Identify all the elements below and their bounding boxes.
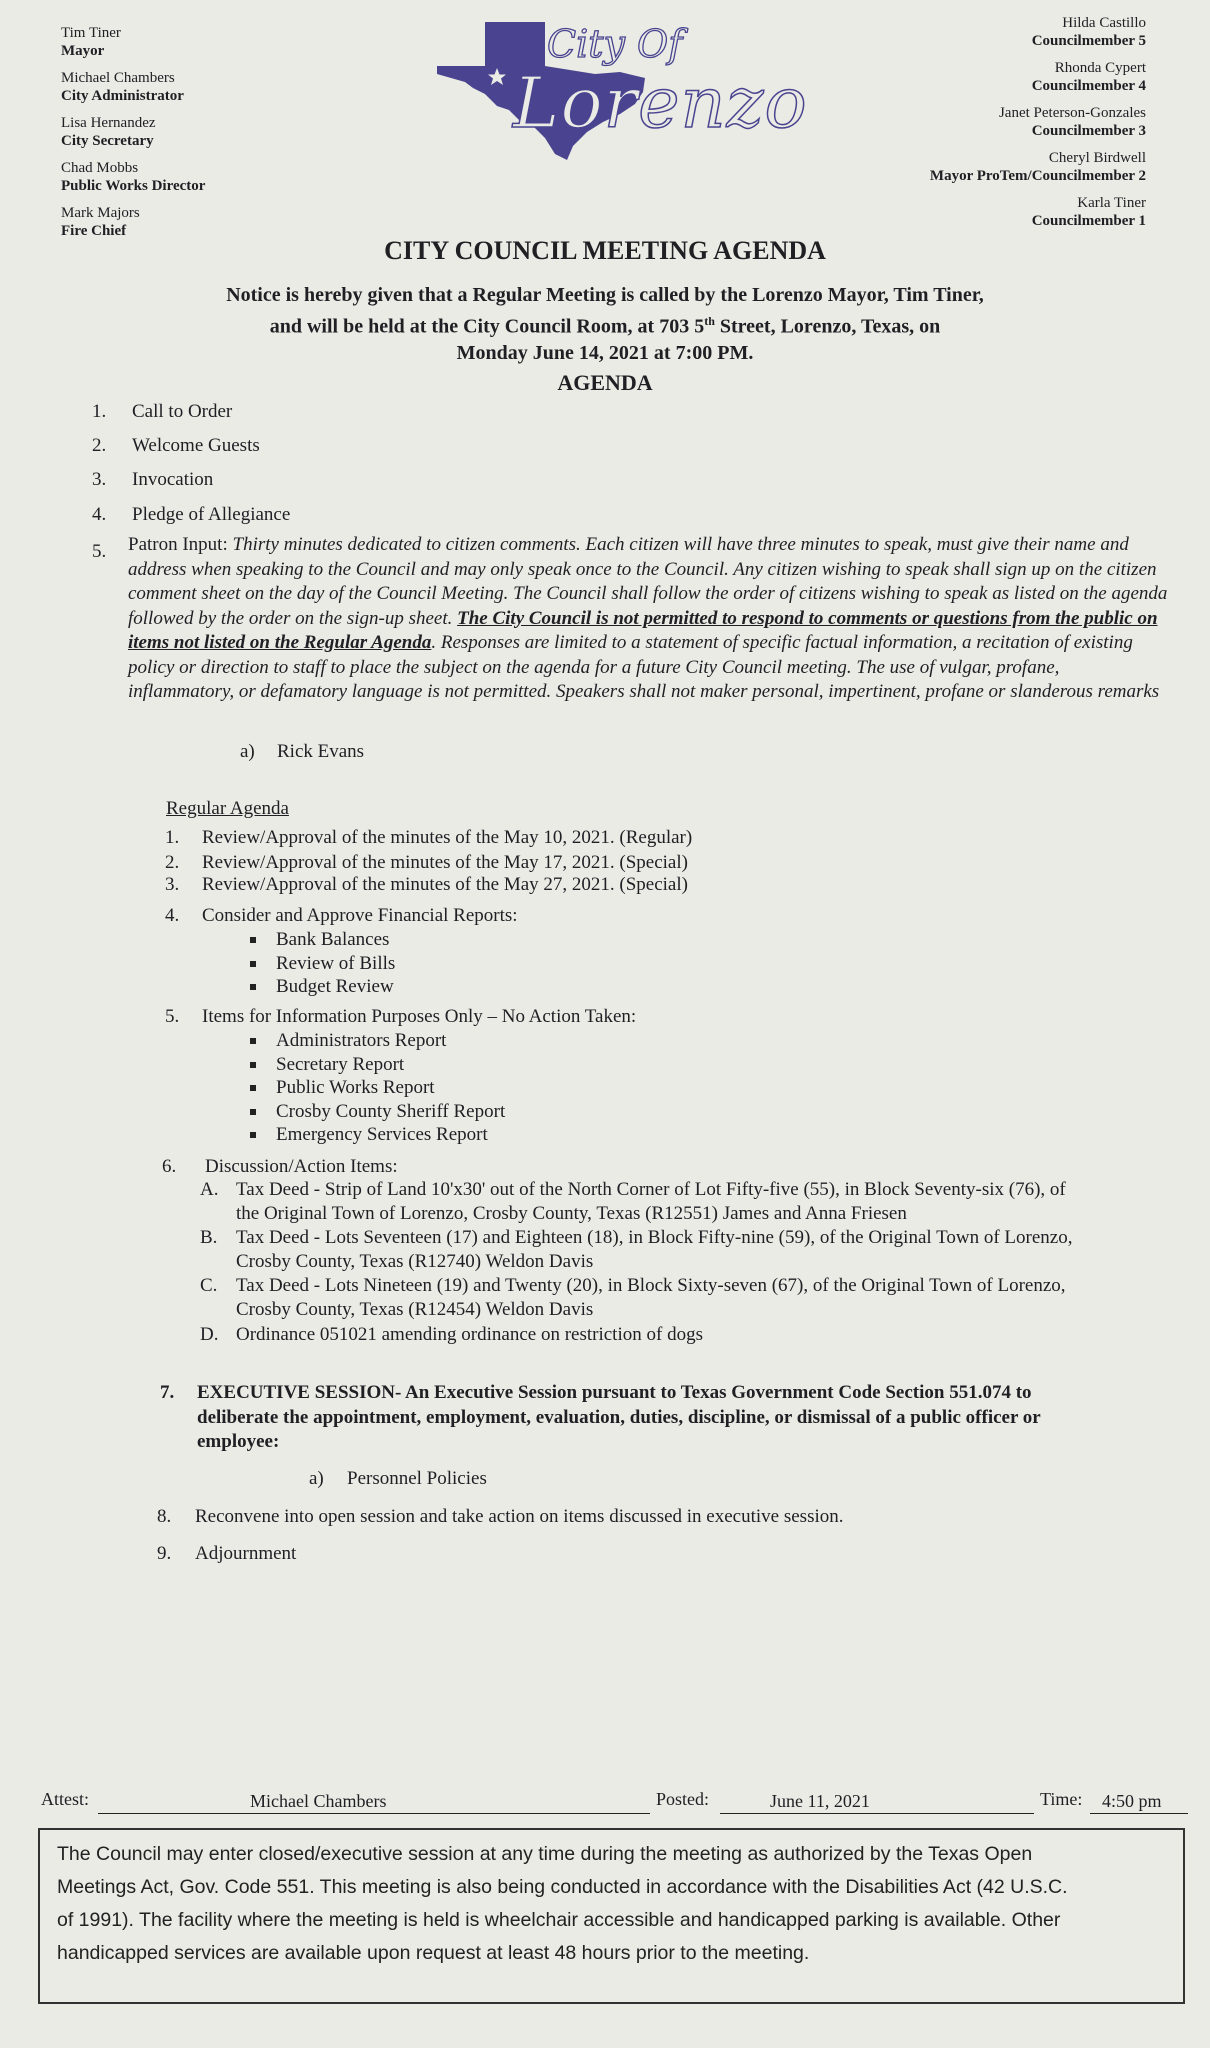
minutes-item: 3. Review/Approval of the minutes of the May 27, 2021. (Special) xyxy=(165,874,688,895)
disclaimer-line: handicapped services are available upon request at least 48 hours prior to the meeting. xyxy=(57,1942,810,1964)
meeting-notice xyxy=(150,282,1060,366)
official-entry xyxy=(61,159,205,195)
discussion-sub-item: A. Tax Deed - Strip of Land 10'x30' out of the North Corner of Lot Fifty-five (55), in Block Seventy-six (76), of the Original Town of Lorenzo, Crosby County, Texas (R12551) James and Anna Friesen xyxy=(200,1179,1066,1224)
agenda-item: 2. Welcome Guests xyxy=(92,435,260,456)
official-role: Councilmember 3 xyxy=(1031,123,1146,139)
official-entry xyxy=(816,14,1146,50)
executive-sub-item: a) Personnel Policies xyxy=(309,1468,487,1489)
official-role: Public Works Director xyxy=(61,178,206,194)
patron-sub-item: a) Rick Evans xyxy=(240,741,365,762)
official-role: Mayor xyxy=(61,43,105,59)
minutes-item: 1. Review/Approval of the minutes of the May 10, 2021. (Regular) xyxy=(165,827,693,848)
information-item: 5. Items for Information Purposes Only – No Action Taken: xyxy=(165,1006,637,1027)
executive-session-number: 7. xyxy=(160,1382,175,1403)
disclaimer-line: of 1991). The facility where the meeting is held is wheelchair accessible and handicapped parking is available. Other xyxy=(57,1909,1061,1931)
discussion-sub-item: B. Tax Deed - Lots Seventeen (17) and Eighteen (18), in Block Fifty-nine (59), of the Original Town of Lorenzo, Crosby County, Texas (R12740) Weldon Davis xyxy=(200,1227,1073,1272)
patron-input-paragraph xyxy=(128,533,1168,705)
posted-label: Posted: xyxy=(656,1789,710,1809)
discussion-item: 6. Discussion/Action Items: xyxy=(162,1156,398,1177)
bullet-item: Emergency Services Report xyxy=(240,1123,505,1147)
official-name: Cheryl Birdwell xyxy=(1048,150,1146,166)
attest-label: Attest: xyxy=(41,1789,89,1809)
attest-value: Michael Chambers xyxy=(250,1791,387,1811)
discussion-sub-item: D. Ordinance 051021 amending ordinance on restriction of dogs xyxy=(200,1324,703,1345)
official-role: Mayor ProTem/Councilmember 2 xyxy=(929,168,1146,184)
regular-agenda-heading: Regular Agenda xyxy=(166,798,289,819)
disclaimer-line: The Council may enter closed/executive session at any time during the meeting as authorized by the Texas Open xyxy=(57,1843,1033,1865)
posted-underline xyxy=(720,1789,1034,1814)
official-entry xyxy=(61,24,205,60)
bullet-item: Public Works Report xyxy=(240,1076,505,1100)
official-name: Janet Peterson-Gonzales xyxy=(998,105,1146,121)
bullet-item: Review of Bills xyxy=(240,952,395,976)
time-label: Time: xyxy=(1040,1789,1083,1809)
patron-label: Patron Input: xyxy=(128,534,233,555)
patron-text-2: . Responses are limited to a statement of specific factual information, a recitation of existing policy or direction to staff to place the subject on the agenda for a future City Council meeting. The use of vulgar, profane, inflammatory, or defamatory language is not permitted. Speakers shall not maker personal, impertinent, profane or slanderous remarks xyxy=(128,632,1160,702)
left-officials xyxy=(61,24,205,240)
official-name: Karla Tiner xyxy=(1077,195,1146,211)
official-name: Tim Tiner xyxy=(61,25,121,41)
adjournment-item: 9. Adjournment xyxy=(157,1543,297,1564)
reconvene-item: 8. Reconvene into open session and take action on items discussed in executive session. xyxy=(157,1506,844,1527)
official-entry xyxy=(61,204,205,240)
notice-line: and will be held at the City Council Room, at 703 5th Street, Lorenzo, Texas, on xyxy=(269,314,941,338)
discussion-sub-item: C. Tax Deed - Lots Nineteen (19) and Twenty (20), in Block Sixty-seven (67), of the Original Town of Lorenzo, Crosby County, Texas (R12454) Weldon Davis xyxy=(200,1275,1066,1320)
disclaimer-box xyxy=(38,1828,1185,2004)
official-name: Mark Majors xyxy=(61,205,140,221)
patron-text: Thirty minutes dedicated to citizen comments. Each citizen will have three minutes to speak, must give their name and address when speaking to the Council and may only speak once to the Council. Any citizen wishing to speak shall sign up on the citizen comment sheet on the day of the Council Meeting. The Council shall follow the order of citizens wishing to speak as listed on the agenda followed by the order on the sign-up sheet. xyxy=(128,534,1168,629)
disclaimer-line: Meetings Act, Gov. Code 551. This meeting is also being conducted in accordance with the Disabilities Act (42 U.S.C. xyxy=(57,1876,1068,1898)
official-name: Hilda Castillo xyxy=(1062,15,1146,31)
patron-number: 5. xyxy=(92,541,107,562)
official-entry xyxy=(61,114,205,150)
official-role: Fire Chief xyxy=(61,223,127,239)
official-entry xyxy=(61,69,205,105)
bullet-item: Budget Review xyxy=(240,975,395,999)
agenda-item: 1. Call to Order xyxy=(92,401,233,422)
official-entry xyxy=(816,59,1146,95)
logo-text-lorenzo: Lorenzo xyxy=(513,62,808,144)
official-entry xyxy=(816,194,1146,230)
official-name: Lisa Hernandez xyxy=(61,115,156,131)
agenda-item: 3. Invocation xyxy=(92,469,214,490)
notice-line: Monday June 14, 2021 at 7:00 PM. xyxy=(456,341,754,364)
agenda-item: 4. Pledge of Allegiance xyxy=(92,504,291,525)
notice-line: Notice is hereby given that a Regular Meeting is called by the Lorenzo Mayor, Tim Tiner, xyxy=(226,284,984,306)
posted-value: June 11, 2021 xyxy=(770,1791,870,1811)
official-entry xyxy=(816,149,1146,185)
financial-reports-item: 4. Consider and Approve Financial Reports: xyxy=(165,905,518,926)
logo-text-city-of: City Of xyxy=(547,22,683,66)
agenda-heading: AGENDA xyxy=(557,370,653,395)
official-name: Michael Chambers xyxy=(61,70,175,86)
bullet-item: Administrators Report xyxy=(240,1029,505,1053)
bullet-item: Bank Balances xyxy=(240,928,395,952)
patron-emphasis: The City Council is not permitted to respond to comments or questions from the public on items not listed on the Regular Agenda xyxy=(128,607,1158,653)
bullet-item: Secretary Report xyxy=(240,1053,505,1077)
official-name: Rhonda Cypert xyxy=(1054,60,1146,76)
information-bullets xyxy=(240,1029,505,1147)
executive-session-text: EXECUTIVE SESSION- An Executive Session pursuant to Texas Government Code Section 551.074 to deliberate the appointment, employment, evaluation, duties, discipline, or dismissal of a public officer or employee: xyxy=(197,1382,1041,1452)
financial-bullets xyxy=(240,928,395,999)
official-role: Councilmember 4 xyxy=(1031,78,1146,94)
city-logo xyxy=(435,14,808,164)
page-title: CITY COUNCIL MEETING AGENDA xyxy=(384,236,826,265)
right-officials xyxy=(816,14,1146,230)
official-entry xyxy=(816,104,1146,140)
official-role: Councilmember 1 xyxy=(1031,213,1146,229)
official-role: City Secretary xyxy=(61,133,154,149)
time-value: 4:50 pm xyxy=(1102,1791,1162,1811)
official-name: Chad Mobbs xyxy=(61,160,139,176)
official-role: City Administrator xyxy=(61,88,184,104)
minutes-item: 2. Review/Approval of the minutes of the May 17, 2021. (Special) xyxy=(165,852,688,873)
official-role: Councilmember 5 xyxy=(1031,33,1146,49)
bullet-item: Crosby County Sheriff Report xyxy=(240,1100,505,1124)
